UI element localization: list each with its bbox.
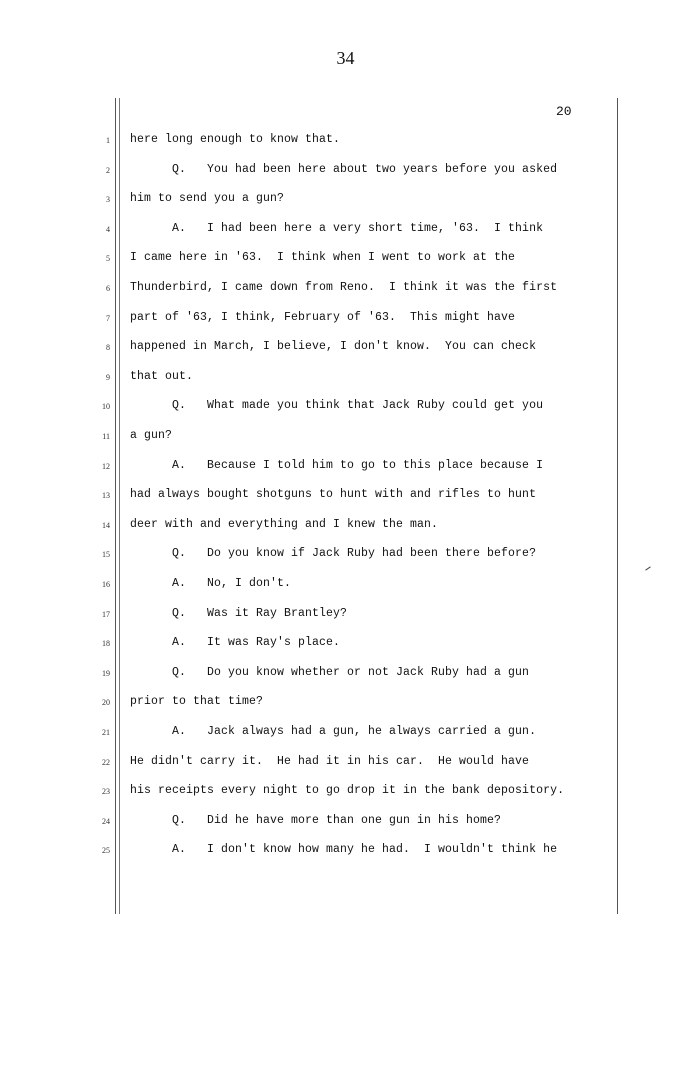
transcript-line: A. It was Ray's place. bbox=[130, 636, 341, 650]
transcript-line: Q. What made you think that Jack Ruby could get you bbox=[130, 399, 544, 413]
line-number: 24 bbox=[102, 816, 110, 826]
transcript-line: his receipts every night to go drop it in the bank depository. bbox=[130, 784, 565, 798]
transcript-line: Q. Do you know if Jack Ruby had been there before? bbox=[130, 547, 537, 561]
transcript-line: that out. bbox=[130, 369, 194, 383]
stray-pen-mark bbox=[645, 566, 650, 570]
line-number: 18 bbox=[102, 639, 110, 649]
transcript-line: A. No, I don't. bbox=[130, 577, 292, 590]
transcript-line: I came here in '63. I think when I went to work at the bbox=[130, 251, 516, 265]
line-number: 19 bbox=[102, 668, 110, 678]
transcript-page-number: 20 bbox=[556, 104, 572, 119]
line-number: 22 bbox=[102, 757, 110, 767]
transcript-line: Q. Did he have more than one gun in his home? bbox=[130, 813, 502, 827]
line-number: 16 bbox=[102, 580, 110, 589]
transcript-line: He didn't carry it. He had it in his car. He would have bbox=[130, 754, 530, 768]
line-number: 4 bbox=[106, 224, 110, 234]
transcript-line: had always bought shotguns to hunt with and rifles to hunt bbox=[130, 488, 537, 502]
transcript-line: Thunderbird, I came down from Reno. I think it was the first bbox=[130, 281, 558, 294]
line-number: 9 bbox=[106, 372, 110, 382]
line-number: 6 bbox=[106, 284, 110, 293]
line-number: 17 bbox=[102, 609, 110, 619]
line-number: 1 bbox=[106, 136, 110, 145]
transcript-line: happened in March, I believe, I don't know. You can check bbox=[130, 340, 537, 354]
line-number: 3 bbox=[106, 195, 110, 205]
line-number: 10 bbox=[102, 402, 110, 412]
transcript-line: him to send you a gun? bbox=[130, 192, 285, 206]
transcript-line: A. I don't know how many he had. I wouldn't think he bbox=[130, 843, 558, 857]
line-number: 14 bbox=[102, 520, 110, 530]
transcript-line: Q. Do you know whether or not Jack Ruby had a gun bbox=[130, 665, 530, 679]
left-margin-rule-outer bbox=[115, 98, 116, 914]
transcript-line: here long enough to know that. bbox=[130, 133, 341, 146]
left-margin-rule-inner bbox=[119, 98, 120, 914]
transcript-line: deer with and everything and I knew the man. bbox=[130, 517, 439, 531]
line-number: 8 bbox=[106, 343, 110, 353]
line-number: 5 bbox=[106, 254, 110, 264]
line-number: 20 bbox=[102, 698, 110, 708]
transcript-line: A. Jack always had a gun, he always carried a gun. bbox=[130, 725, 537, 738]
page-number: 34 bbox=[336, 48, 355, 68]
line-number: 11 bbox=[102, 432, 110, 441]
transcript-line: prior to that time? bbox=[130, 695, 264, 709]
line-number: 21 bbox=[102, 728, 110, 737]
transcript-line: A. I had been here a very short time, '63. I think bbox=[130, 221, 544, 235]
line-number: 15 bbox=[102, 550, 110, 560]
transcript-line: A. Because I told him to go to this place because I bbox=[130, 458, 544, 472]
transcript-line: Q. You had been here about two years before you asked bbox=[130, 162, 558, 176]
transcript-line: a gun? bbox=[130, 429, 173, 442]
line-number: 7 bbox=[106, 313, 110, 323]
transcript-line: part of '63, I think, February of '63. This might have bbox=[130, 310, 516, 324]
right-margin-rule bbox=[617, 98, 618, 914]
transcript-line: Q. Was it Ray Brantley? bbox=[130, 606, 348, 620]
line-number: 23 bbox=[102, 787, 110, 797]
line-number: 2 bbox=[106, 165, 110, 175]
line-number: 13 bbox=[102, 491, 110, 501]
line-number: 12 bbox=[102, 461, 110, 471]
line-number: 25 bbox=[102, 846, 110, 856]
